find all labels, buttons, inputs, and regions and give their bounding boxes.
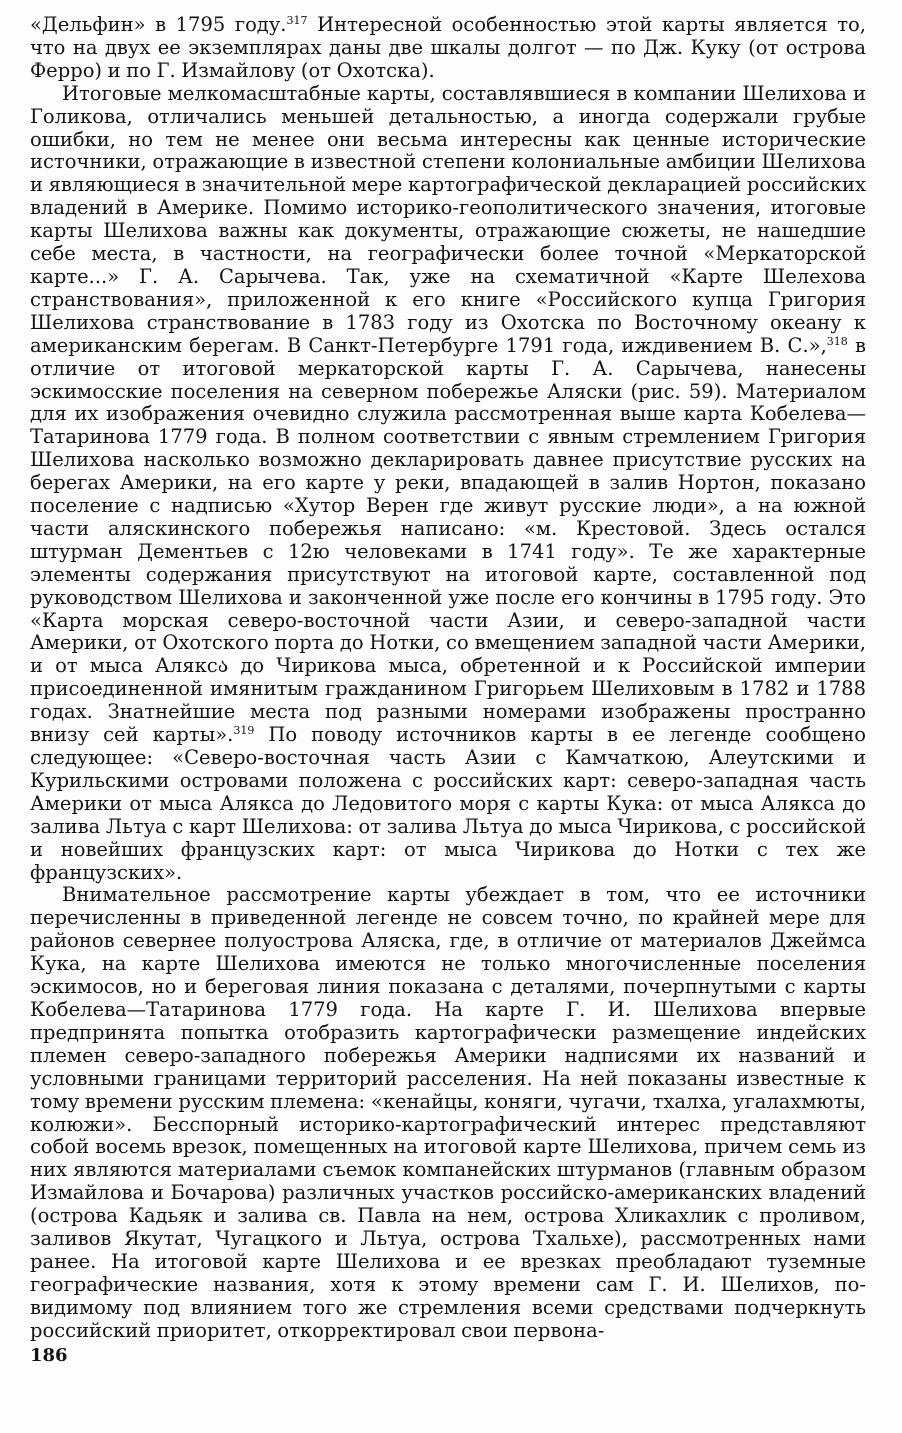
text-segment: Итоговые мелкомасштабные карты, составлявшиеся в компании Шелихова и Голикова, отличались меньшей детальностью, а иногда содержали грубые ошибки, но тем не менее они весьма интересны как ценные исторические источники, отражающие в известной степени колониальные амбиции Шелихова и являющиеся в значительной мере картографической декларацией российских владений в Америке. Помимо историко-геополитического значения, итоговые карты Шелихова важны как документы, отражающие сюжеты, не нашедшие себе места, в частности, на географически более точной «Меркаторской карте...» Г. А. Сарычева. Так, уже на схематичной «Карте Шелехова странствования», приложенной к его книге «Российского купца Григория Шелихова странствование в 1783 году из Охотска по Восточному океану к американским берегам. В Санкт-Петербурге 1791 года, иждивением В. С.»,	[30, 81, 866, 357]
footnote-ref: 319	[233, 724, 255, 738]
body-text	[30, 14, 866, 1343]
paragraph	[30, 14, 866, 83]
text-segment: Внимательное рассмотрение карты убеждает в том, что ее источники перечисленны в приведенной легенде не совсем точно, по крайней мере для районов севернее полуострова Аляска, где, в отличие от материалов Джеймса Кука, на карте Шелихова имеются не только многочисленные поселения эскимосов, но и береговая линия показана с деталями, почерпнутыми с карты Кобелева—Татаринова 1779 года. На карте Г. И. Шелихова впервые предпринята попытка отобразить картографически размещение индейских племен северо-западного побережья Америки надписями их названий и условными границами территорий расселения. На ней показаны известные к тому времени русским племена: «кенайцы, коняги, чугачи, тхалха, угалахмюты, колюжи». Бесспорный историко-картографический интерес представляют собой восемь врезок, помещенных на итоговой карте Шелихова, причем семь из них являются материалами съемок компанейских штурманов (главным образом Измайлова и Бочарова) различных участков российско-американских владений (острова Кадьяк и залива св. Павла на нем, острова Хликахлик с проливом, заливов Якутат, Чугацкого и Льтуа, острова Тхальхе), рассмотренных нами ранее. На итоговой карте Шелихова и ее врезках преобладают туземные географические названия, хотя к этому времени сам Г. И. Шелихов, по-видимому под влиянием того же стремления всеми средствами подчеркнуть российский приоритет, откорректировал свои первона-	[30, 883, 866, 1342]
paragraph	[30, 83, 866, 885]
text-segment: По поводу источников карты в ее легенде сообщено следующее: «Северо-восточная часть Азии с Камчаткою, Алеутскими и Курильскими островами положена с российских карт: северо-западная часть Америки от мыса Алякса до Ледовитого моря с карты Кука: от мыса Алякса до залива Льтуа с карт Шелихова: от залива Льтуа до мыса Чирикова, с российской и новейших французских карт: от мыса Чирикова до Нотки с тех же французских».	[30, 723, 866, 884]
text-segment: Интересной особенностью этой карты является то, что на двух ее экземплярах даны две шкалы долгот — по Дж. Куку (от острова Ферро) и по Г. Измайлову (от Охотска).	[30, 13, 866, 82]
paragraph	[30, 884, 866, 1342]
page-number: 186	[30, 1345, 68, 1366]
text-segment: в отличие от итоговой меркаторской карты Г. А. Сарычева, нанесены эскимосские поселения на северном побережье Аляски (рис. 59). Материалом для их изображения очевидно служила рассмотренная выше карта Кобелева—Татаринова 1779 года. В полном соответствии с явным стремлением Григория Шелихова насколько возможно декларировать давнее присутствие русских на берегах Америки, на его карте у реки, впадающей в залив Нортон, показано поселение с надписью «Хутор Верен где живут русские люди», а на южной части аляскинского побережья написано: «м. Крестовой. Здесь остался штурман Дементьев с 12ю человеками в 1741 году». Те же характерные элементы содержания присутствуют на итоговой карте, составленной под руководством Шелихова и законченной уже после его кончины в 1795 году. Это «Карта морская северо-восточной части Азии, и северо-западной части Америки, от Охотского порта до Нотки, со вмещением западной части Америки, и от мыса Аляксა до Чирикова мыса, обретенной и к Российской империи присоединенной имянитым гражданином Григорьем Шелиховым в 1782 и 1788 годах. Знатнейшие места под разными номерами изображены пространно внизу сей карты».	[30, 333, 866, 747]
text-segment: «Дельфин» в 1795 году.	[30, 13, 287, 36]
footnote-ref: 317	[286, 14, 308, 27]
footnote-ref: 318	[826, 334, 848, 348]
